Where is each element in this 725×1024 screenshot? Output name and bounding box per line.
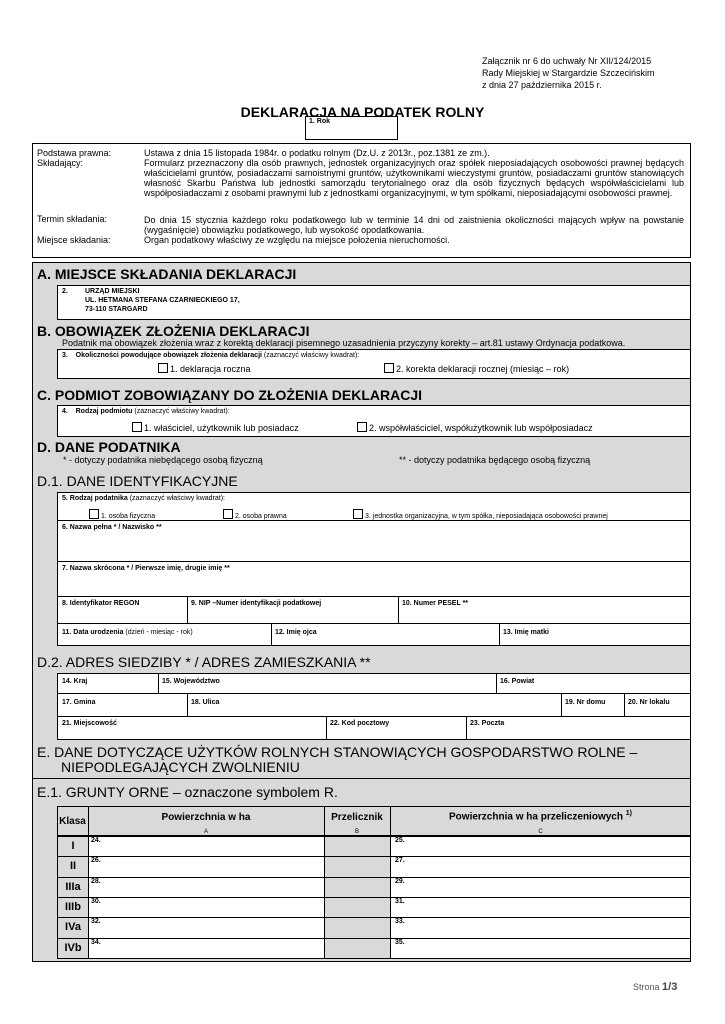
field-22-label: 22. Kod pocztowy xyxy=(330,720,390,727)
section-d1-title: D.1. DANE IDENTYFIKACYJNE xyxy=(37,473,238,489)
skladajacy-label: Składający: xyxy=(37,158,84,168)
checkbox-annual[interactable] xyxy=(158,363,168,373)
section-b-note: Podatnik ma obowiązek złożenia wraz z korektą deklaracji pisemnego uzasadnienia przyczyny korekty – art.81 ustawy Ordynacja podatkowa. xyxy=(62,338,626,348)
area-cell-num: 24. xyxy=(91,837,101,844)
field-4-hint: (zaznaczyć właściwy kwadrat): xyxy=(134,408,230,415)
converted-area-cell[interactable] xyxy=(391,918,690,937)
area-cell[interactable] xyxy=(89,898,323,917)
office-line-3: 73-110 STARGARD xyxy=(85,306,148,313)
option-org-unit-label: 3. jednostka organizacyjna, w tym spółka, nieposiadająca osobowości prawnej xyxy=(365,513,608,520)
area-cell[interactable] xyxy=(89,878,323,897)
area-cell-num: 26. xyxy=(91,857,101,864)
col-klasa: Klasa xyxy=(59,816,86,827)
field-10-label: 10. Numer PESEL ** xyxy=(402,600,469,607)
field-4-label: Rodzaj podmiotu xyxy=(75,408,133,415)
option-owner-label: 1. właściciel, użytkownik lub posiadacz xyxy=(144,423,299,433)
converted-area-cell[interactable] xyxy=(391,857,690,876)
office-line-2: UL. HETMANA STEFANA CZARNIECKIEGO 17, xyxy=(85,297,240,304)
checkbox-org-unit[interactable] xyxy=(353,509,363,519)
option-legal-person-label: 2. osoba prawna xyxy=(235,513,287,520)
field-17-label: 17. Gmina xyxy=(62,699,96,706)
field-23-label: 23. Poczta xyxy=(470,720,505,727)
section-e-title-line-1: E. DANE DOTYCZĄCE UŻYTKÓW ROLNYCH STANOWIĄCYCH GOSPODARSTWO ROLNE – xyxy=(37,744,638,760)
checkbox-co-owner[interactable] xyxy=(357,422,367,432)
page-number-label: Strona xyxy=(633,982,660,992)
col-a-letter: A xyxy=(203,829,208,835)
field-3-hint: (zaznaczyć właściwy kwadrat): xyxy=(263,352,360,359)
field-18-label: 18. Ulica xyxy=(191,699,220,706)
page-number xyxy=(633,981,677,993)
field-8-label: 8. Identyfikator REGON xyxy=(62,600,140,607)
podstawa-text: Ustawa z dnia 15 listopada 1984r. o podatku rolnym (Dz.U. z 2013r., poz.1381 ze zm.). xyxy=(144,148,490,158)
field-13-label: 13. Imię matki xyxy=(503,629,549,636)
field-11-hint: (dzień - miesiąc - rok) xyxy=(125,629,193,636)
field-2-office xyxy=(57,285,691,320)
field-19-label: 19. Nr domu xyxy=(565,699,606,706)
address-row-2 xyxy=(57,693,691,717)
section-d-title: D. DANE PODATNIKA xyxy=(37,439,181,455)
converted-area-cell-num: 25. xyxy=(395,837,405,844)
converted-area-cell-num: 27. xyxy=(395,857,405,864)
converted-area-cell-num: 33. xyxy=(395,918,405,925)
col-converted-area-footnote: 1) xyxy=(625,810,632,817)
podstawa-label: Podstawa prawna: xyxy=(37,148,112,158)
miejsce-label: Miejsce składania: xyxy=(37,235,111,245)
field-3-num: 3. xyxy=(62,352,68,359)
section-c-title: C. PODMIOT ZOBOWIĄZANY DO ZŁOŻENIA DEKLARACJI xyxy=(37,387,422,403)
area-cell-num: 32. xyxy=(91,918,101,925)
field-15-label: 15. Województwo xyxy=(162,678,220,685)
option-owner[interactable] xyxy=(132,422,299,433)
field-14-label: 14. Kraj xyxy=(62,678,88,685)
option-co-owner[interactable] xyxy=(357,422,593,433)
section-e-title-line-2: NIEPODLEGAJĄCYCH ZWOLNIENIU xyxy=(61,759,300,775)
option-annual-label: 1. deklaracja roczna xyxy=(170,364,251,374)
col-area: Powierzchnia w ha xyxy=(161,812,251,823)
birth-row xyxy=(57,623,691,646)
checkbox-owner[interactable] xyxy=(132,422,142,432)
converted-area-cell[interactable] xyxy=(391,898,690,917)
section-d2-title: D.2. ADRES SIEDZIBY * / ADRES ZAMIESZKANIA ** xyxy=(37,654,371,670)
field-6-full-name[interactable] xyxy=(57,520,691,562)
field-12-label: 12. Imię ojca xyxy=(275,629,317,636)
field-7-short-name[interactable] xyxy=(57,561,691,597)
area-cell[interactable] xyxy=(89,939,323,958)
checkbox-natural-person[interactable] xyxy=(89,509,99,519)
field-21-label: 21. Miejscowość xyxy=(62,720,117,727)
checkbox-legal-person[interactable] xyxy=(223,509,233,519)
area-cell[interactable] xyxy=(89,857,323,876)
converted-area-cell-num: 29. xyxy=(395,878,405,885)
field-7-label: 7. Nazwa skrócona * / Pierwsze imię, drugie imię ** xyxy=(62,565,230,572)
col-converted-area-label: Powierzchnia w ha przeliczeniowych xyxy=(449,811,623,823)
address-row-1 xyxy=(57,673,691,694)
area-cell-num: 30. xyxy=(91,898,101,905)
area-cell-num: 34. xyxy=(91,939,101,946)
checkbox-correction[interactable] xyxy=(384,363,394,373)
converted-area-cell[interactable] xyxy=(391,837,690,856)
field-16-label: 16. Powiat xyxy=(500,678,535,685)
converted-area-cell[interactable] xyxy=(391,878,690,897)
klasa-cell: IIIb xyxy=(65,901,81,913)
field-5-hint: (zaznaczyć właściwy kwadrat): xyxy=(129,495,225,502)
section-d-note-1: * - dotyczy podatnika niebędącego osobą fizyczną xyxy=(63,455,263,465)
attachment-line-1: Załącznik nr 6 do uchwały Nr XII/124/2015 xyxy=(482,56,652,66)
page-title: DEKLARACJA NA PODATEK ROLNY xyxy=(240,104,485,120)
attachment-note xyxy=(482,55,712,91)
section-e1-title: E.1. GRUNTY ORNE – oznaczone symbolem R. xyxy=(37,784,338,800)
area-cell-num: 28. xyxy=(91,878,101,885)
field-5-label: 5. Rodzaj podatnika xyxy=(62,495,128,502)
field-4-num: 4. xyxy=(62,408,68,415)
klasa-cell: IVa xyxy=(65,921,81,933)
option-annual[interactable] xyxy=(158,363,251,374)
col-b-letter: B xyxy=(354,829,359,835)
option-correction-label: 2. korekta deklaracji rocznej (miesiąc – rok) xyxy=(396,364,570,374)
page-number-value: 1/3 xyxy=(662,981,678,993)
klasa-cell: IVb xyxy=(64,942,82,954)
field-6-label: 6. Nazwa pełna * / Nazwisko ** xyxy=(62,524,162,531)
field-4-subject-type xyxy=(57,405,691,437)
section-b-title: B. OBOWIĄZEK ZŁOŻENIA DEKLARACJI xyxy=(37,323,310,339)
field-2-num: 2. xyxy=(62,288,68,295)
klasa-cell: I xyxy=(71,840,75,852)
option-correction[interactable] xyxy=(384,363,569,374)
rok-label: 1. Rok xyxy=(309,118,331,125)
klasa-cell: IIIa xyxy=(65,881,81,893)
col-converter: Przelicznik xyxy=(331,812,383,823)
field-11-label: 11. Data urodzenia xyxy=(62,629,124,636)
section-e-title xyxy=(37,745,637,775)
rok-field[interactable] xyxy=(305,116,398,140)
field-9-label: 9. NIP –Numer identyfikacji podatkowej xyxy=(191,600,322,607)
converted-area-cell-num: 35. xyxy=(395,939,405,946)
area-cell[interactable] xyxy=(89,837,323,856)
converted-area-cell[interactable] xyxy=(391,939,690,958)
termin-text: Do dnia 15 stycznia każdego roku podatkowego lub w terminie 14 dni od zaistnienia okoliczności mających wpływ na powstanie (wygaśnięcie) obowiązku podatkowego, lub wysokość opodatkowania. xyxy=(144,215,684,235)
termin-label: Termin składania: xyxy=(37,214,108,224)
address-row-3 xyxy=(57,716,691,740)
field-3-circumstances xyxy=(57,349,691,379)
col-converted-area xyxy=(390,810,691,822)
converted-area-cell-num: 31. xyxy=(395,898,405,905)
attachment-line-3: z dnia 27 października 2015 r. xyxy=(482,80,602,90)
option-co-owner-label: 2. współwłaściciel, współużytkownik lub współposiadacz xyxy=(369,423,593,433)
field-3-label: Okoliczności powodujące obowiązek złożenia deklaracji xyxy=(75,352,262,359)
section-a-title: A. MIEJSCE SKŁADANIA DEKLARACJI xyxy=(37,266,297,282)
miejsce-text: Organ podatkowy właściwy ze względu na miejsce położenia nieruchomości. xyxy=(144,235,450,245)
col-c-letter: C xyxy=(538,829,543,835)
intro-block xyxy=(32,143,691,258)
id-row xyxy=(57,596,691,624)
option-natural-person-label: 1. osoba fizyczna xyxy=(101,513,156,520)
attachment-line-2: Rady Miejskiej w Stargardzie Szczecińskim xyxy=(482,68,655,78)
area-cell[interactable] xyxy=(89,918,323,937)
klasa-cell: II xyxy=(69,860,77,872)
section-d-note-2: ** - dotyczy podatnika będącego osobą fizyczną xyxy=(399,455,591,465)
office-line-1: URZĄD MIEJSKI xyxy=(85,288,140,295)
skladajacy-text: Formularz przeznaczony dla osób prawnych, jednostek organizacyjnych oraz spółek nieposiadających osobowości prawnej będących właścicielami gruntów, posiadaczami samoistnymi gruntów, użytkownikami wieczystymi gruntów, posiadaczami gruntów stanowiących własność Skarbu Państwa lub jednostki samorządu terytorialnego oraz dla osób fizycznych będących współwłaścicielami lub współposiadaczami z osobami prawnymi lub z jednostkami organizacyjnymi, w tym spółkami, nieposiadającymi osobowości prawnej. xyxy=(144,158,684,198)
field-20-label: 20. Nr lokalu xyxy=(628,699,670,706)
